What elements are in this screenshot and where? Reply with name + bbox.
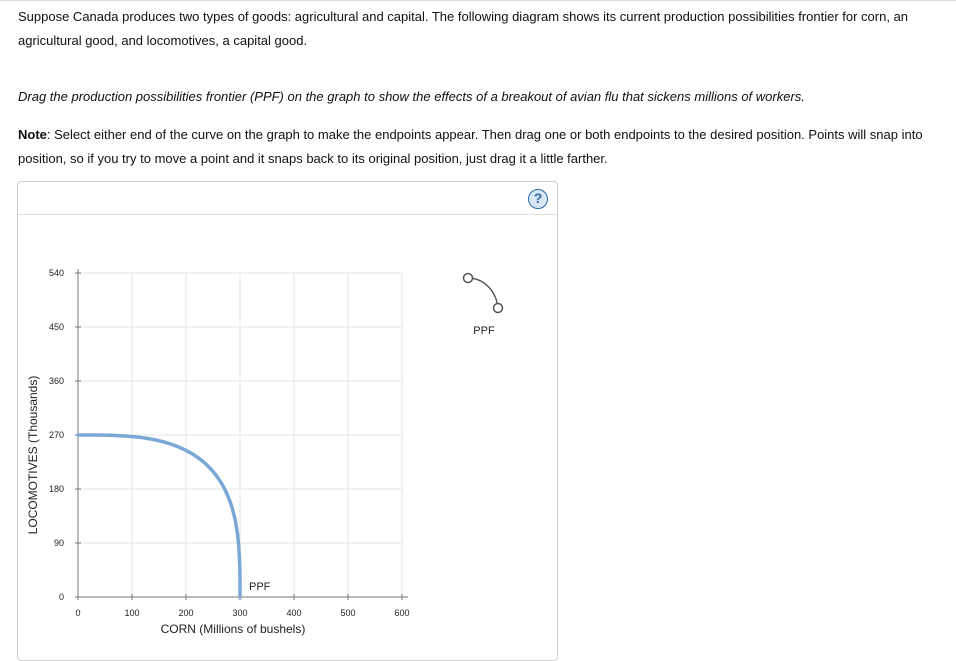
help-icon[interactable]: ? (528, 189, 548, 209)
ppf-palette-endpoint-left[interactable] (464, 274, 473, 283)
ppf-palette-endpoint-right[interactable] (494, 304, 503, 313)
x-axis-label: CORN (Millions of bushels) (160, 622, 306, 636)
ppf-chart[interactable] (18, 214, 557, 661)
y-axis-label: LOCOMOTIVES (Thousands) (26, 375, 40, 535)
graph-panel-header (18, 182, 557, 215)
note-label: Note (18, 127, 47, 142)
note-text: : Select either end of the curve on the graph to make the endpoints appear. Then drag one or both endpoints to the desired position. Points will snap into position, so if you try to move a point and it snaps back to its original position, just drag it a little farther. (18, 127, 923, 166)
y-tick-label: 450 (48, 322, 64, 332)
y-tick-label: 0 (58, 592, 64, 602)
note-paragraph (18, 123, 938, 171)
question-intro: Suppose Canada produces two types of goods: agricultural and capital. The following diagram shows its current production possibilities frontier for corn, an agricultural good, and locomotives, a capital good. (18, 9, 909, 48)
y-tick-label: 270 (48, 430, 64, 440)
y-tick-label: 90 (53, 538, 64, 548)
y-tick-label: 180 (48, 484, 64, 494)
ppf-palette-tool[interactable] (464, 274, 503, 338)
x-tick-label: 200 (178, 608, 194, 618)
x-tick-label: 300 (232, 608, 248, 618)
x-tick-label: 600 (394, 608, 410, 618)
ppf-curve[interactable] (78, 435, 240, 597)
x-tick-label: 400 (286, 608, 302, 618)
question-instruction: Drag the production possibilities frontier (PPF) on the graph to show the effects of a breakout of avian flu that sickens millions of workers. (18, 89, 805, 104)
x-tick-label: 500 (340, 608, 356, 618)
y-tick-label: 540 (48, 268, 64, 278)
ppf-palette-label: PPF (473, 325, 495, 337)
graph-panel (17, 181, 558, 661)
ppf-curve-label: PPF (249, 581, 271, 593)
x-tick-label: 0 (75, 608, 81, 618)
y-tick-label: 360 (48, 376, 64, 386)
x-tick-label: 100 (124, 608, 140, 618)
ppf-palette-curve[interactable] (468, 278, 498, 308)
top-divider (0, 0, 956, 1)
